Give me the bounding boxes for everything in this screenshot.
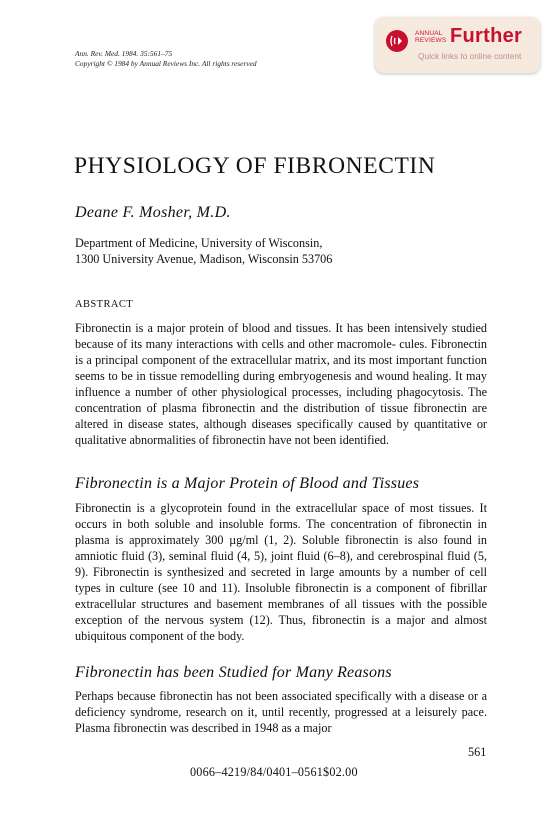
page-number: 561 <box>468 745 487 759</box>
banner-subtitle: Quick links to online content <box>418 51 522 61</box>
author-name: Deane F. Mosher, M.D. <box>75 204 231 221</box>
abstract-heading: ABSTRACT <box>75 299 134 310</box>
section-heading: Fibronectin is a Major Protein of Blood and Tissues <box>75 475 420 492</box>
affiliation-line-2: 1300 University Avenue, Madison, Wisconsin 53706 <box>75 252 333 266</box>
article-title: PHYSIOLOGY OF FIBRONECTIN <box>74 153 436 179</box>
author-affiliation <box>75 235 332 267</box>
citation-line-1: Ann. Rev. Med. 1984. 35:561–75 <box>75 49 173 58</box>
affiliation-line-1: Department of Medicine, University of Wisconsin, <box>75 236 323 250</box>
brand-line-1: ANNUAL <box>415 30 443 37</box>
banner-brand <box>415 30 446 44</box>
journal-citation <box>75 49 257 69</box>
section-text: Fibronectin is a glycoprotein found in the extracellular space of most tissues. It occurs in both soluble and insoluble forms. The concentration of fibronectin in plasma is approximately 300 µg/ml (1, 2). Soluble fibronectin is also found in amniotic fluid (3), seminal fluid (4, 5), joint fluid (6–8), and cerebrospinal fluid (5, 9). Fibronectin is synthesized and secreted in large amounts by a number of cell types in culture (see 10 and 11). Insoluble fibronectin is a component of fibrillar extracellular structures and basement membranes of all tissues with the possible exception of the nervous system (12). Thus, fibronectin is a major and almost ubiquitous component of the body. <box>75 501 487 643</box>
section-text: Perhaps because fibronectin has not been associated specifically with a disease or a deficiency syndrome, research on it, until recently, progressed at a leisurely pace. Plasma fibronectin was described in 1948 as a major <box>75 689 487 735</box>
further-label: Further <box>450 25 523 47</box>
annual-reviews-logo-icon <box>386 30 408 52</box>
brand-line-2: REVIEWS <box>415 37 447 44</box>
citation-line-2: Copyright © 1984 by Annual Reviews Inc. All rights reserved <box>75 59 257 68</box>
section-heading: Fibronectin has been Studied for Many Reasons <box>75 664 392 681</box>
further-banner[interactable] <box>375 17 540 73</box>
article-code: 0066–4219/84/0401–0561$02.00 <box>190 765 358 779</box>
abstract-text: Fibronectin is a major protein of blood and tissues. It has been intensively studied because of its many interactions with cells and other macromole- cules. Fibronectin is a principal component of the extracellular matrix, and its most important function seems to be in tissue remodelling during embryogenesis and wound healing. It may influence a number of other physiological processes, including phagocytosis. The concentration of plasma fibronectin and the distribution of tissue fibronectin are altered in disease states, although diseases specifically caused by quantitative or qualitative abnormalities of fibronectin have not been identified. <box>75 321 487 447</box>
